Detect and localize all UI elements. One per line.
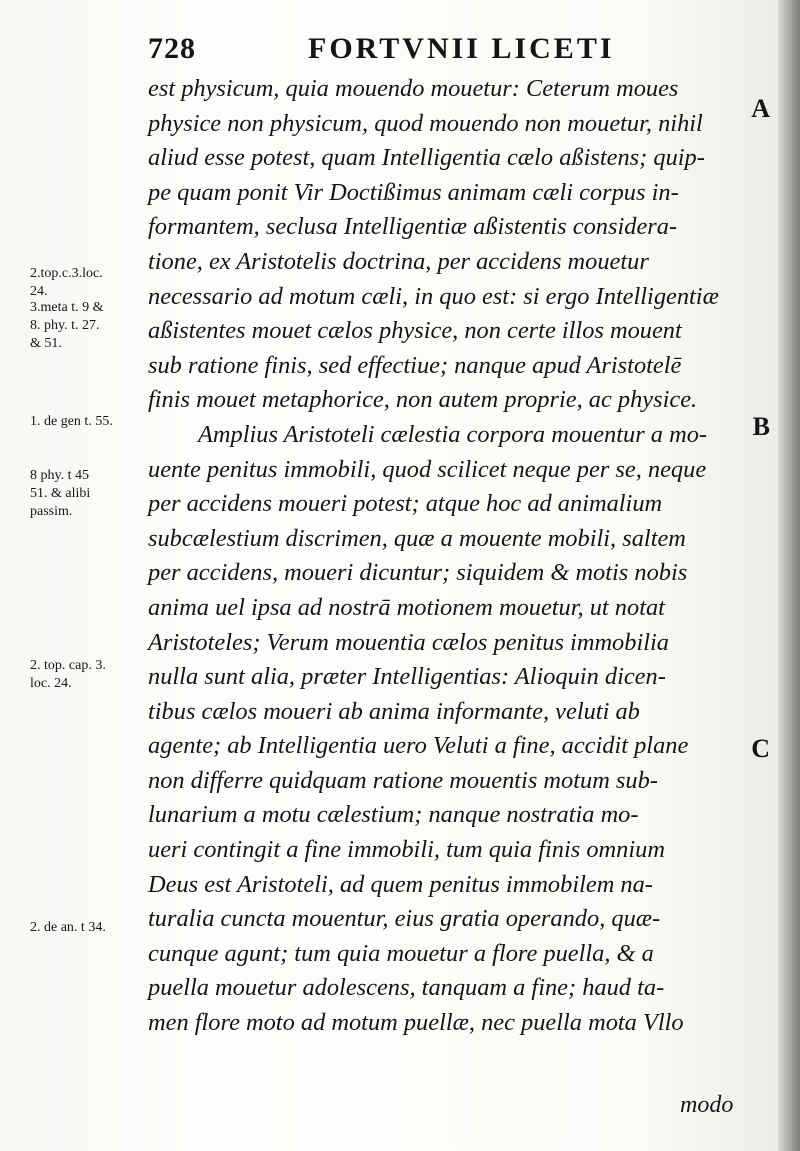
margin-note: 8 phy. t 45	[30, 468, 89, 483]
margin-note: 2.top.c.3.loc.	[30, 266, 103, 281]
text-line: subcælestium discrimen, quæ a mouente mobili, saltem	[148, 524, 686, 552]
text-line: lunarium a motu cælestium; nanque nostratia mo-	[148, 801, 639, 829]
body-text	[148, 72, 748, 1041]
text-line: tione, ex Aristotelis doctrina, per accidens mouetur	[148, 247, 649, 275]
text-line: Aristoteles; Verum mouentia cælos penitus immobilia	[148, 628, 669, 656]
page-header	[148, 28, 748, 68]
section-letter: A	[751, 94, 770, 123]
text-line: per accidens, moueri dicuntur; siquidem & motis nobis	[148, 559, 688, 587]
page-gutter-shadow	[778, 0, 800, 1151]
text-line: tibus cælos moueri ab anima informante, veluti ab	[148, 697, 640, 725]
text-line: nulla sunt alia, præter Intelligentias: Alioquin dicen-	[148, 663, 666, 691]
text-line: pe quam ponit Vir Doctißimus animam cæli corpus in-	[148, 178, 679, 206]
margin-note: 24.	[30, 284, 48, 299]
text-line: puella mouetur adolescens, tanquam a fine; haud ta-	[148, 974, 665, 1002]
text-line: per accidens moueri potest; atque hoc ad animalium	[148, 490, 663, 518]
text-line: finis mouet metaphorice, non autem proprie, ac physice.	[148, 386, 698, 414]
section-letter: C	[751, 734, 770, 763]
margin-note: 8. phy. t. 27.	[30, 318, 100, 333]
text-line: sub ratione finis, sed effectiue; nanque apud Aristotelē	[148, 351, 682, 379]
section-letter: B	[752, 412, 770, 441]
text-line: aliud esse potest, quam Intelligentia cælo aßistens; quip-	[148, 144, 705, 172]
text-line: men flore moto ad motum puellæ, nec puella mota Vllo	[148, 1009, 684, 1037]
text-line: est physicum, quia mouendo mouetur: Ceterum moues	[148, 75, 679, 102]
text-line: cunque agunt; tum quia mouetur a flore puella, & a	[148, 939, 654, 967]
text-line: uente penitus immobili, quod scilicet neque per se, neque	[148, 455, 707, 483]
text-line: Amplius Aristoteli cælestia corpora mouentur a mo-	[198, 420, 708, 448]
margin-note: 1. de gen t. 55.	[30, 414, 113, 429]
margin-note: 2. top. cap. 3.	[30, 658, 106, 673]
running-head: FORTVNII LICETI	[308, 32, 615, 65]
text-line: necessario ad motum cæli, in quo est: si ergo Intelligentiæ	[148, 282, 719, 310]
text-line: formantem, seclusa Intelligentiæ aßistentis considera-	[148, 213, 678, 241]
catchword: modo	[680, 1092, 734, 1118]
text-line: physice non physicum, quod mouendo non mouetur, nihil	[148, 109, 703, 137]
margin-note: 2. de an. t 34.	[30, 920, 106, 935]
margin-note: 3.meta t. 9 &	[30, 300, 104, 315]
text-line: agente; ab Intelligentia uero Veluti a fine, accidit plane	[148, 732, 689, 760]
margin-note: passim.	[30, 504, 73, 519]
text-line: aßistentes mouet cælos physice, non certe illos mouent	[148, 317, 682, 345]
text-line: Deus est Aristoteli, ad quem penitus immobilem na-	[148, 870, 653, 898]
margin-note: & 51.	[30, 336, 62, 351]
text-line: anima uel ipsa ad nostrā motionem mouetur, ut notat	[148, 593, 665, 621]
page-number: 728	[148, 32, 196, 65]
margin-note: loc. 24.	[30, 676, 72, 691]
text-line: non differre quidquam ratione mouentis motum sub-	[148, 766, 658, 794]
text-line: turalia cuncta mouentur, eius gratia operando, quæ-	[148, 905, 661, 933]
margin-note: 51. & alibi	[30, 486, 91, 501]
text-line: ueri contingit a fine immobili, tum quia finis omnium	[148, 836, 665, 864]
